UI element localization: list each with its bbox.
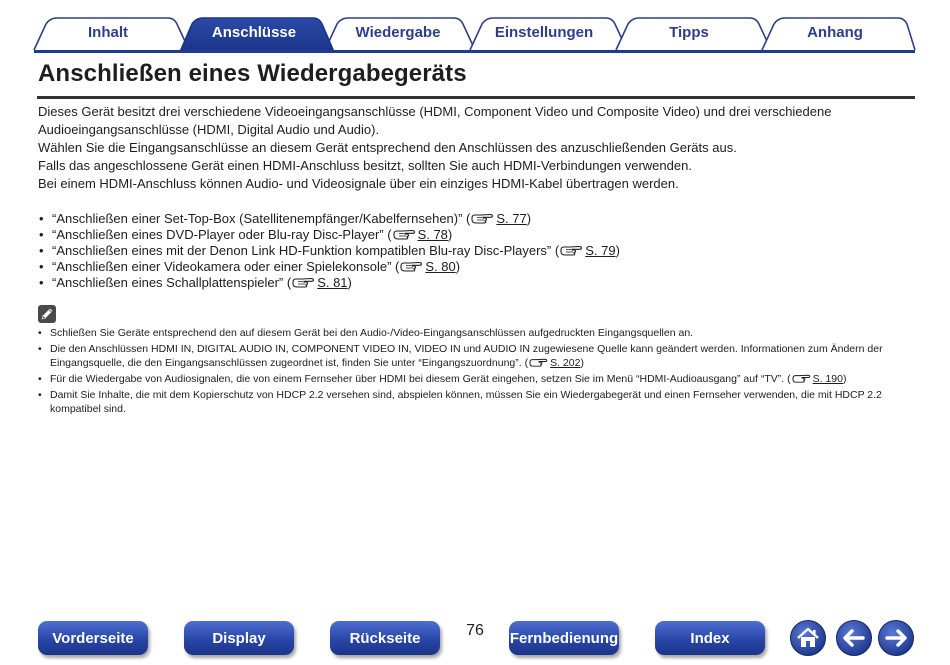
intro-paragraph: Bei einem HDMI-Anschluss können Audio- und Videosignale über ein einziges HDMI-Kabel übertragen werden. [38, 176, 679, 191]
bullet: • [38, 343, 42, 355]
bullet: • [39, 243, 44, 258]
bullet: • [39, 275, 44, 290]
intro-paragraph: Falls das angeschlossene Gerät einen HDMI-Anschluss besitzt, sollten Sie auch HDMI-Verbindungen verwenden. [38, 158, 692, 173]
link-close: ) [615, 243, 620, 258]
pointing-hand-icon [393, 229, 417, 240]
page-reference-link[interactable] [528, 357, 580, 369]
vorderseite-button[interactable]: Vorderseite [38, 621, 148, 655]
page-title: Anschließen eines Wiedergabegeräts [38, 60, 467, 87]
pointing-hand-icon [292, 277, 316, 288]
link-close: ) [347, 275, 352, 290]
page-number-link[interactable]: S. 81 [317, 275, 348, 290]
tab-einstellungen[interactable]: Einstellungen [494, 24, 594, 41]
link-text: “Anschließen einer Set-Top-Box (Satellitenempfänger/Kabelfernsehen)” ( [52, 211, 471, 226]
bullet: • [38, 327, 42, 339]
page-reference-link[interactable] [791, 373, 843, 385]
tab-baseline [34, 50, 915, 53]
note-item [38, 326, 908, 340]
page-reference-link[interactable] [559, 243, 615, 258]
note-item [38, 388, 908, 416]
page-reference-link[interactable] [399, 259, 455, 274]
list-item [38, 243, 898, 259]
pointing-hand-icon [529, 358, 549, 367]
link-text: “Anschließen einer Videokamera oder einer Spielekonsole” ( [52, 259, 400, 274]
note-text: Die den Anschlüssen HDMI IN, DIGITAL AUDIO IN, COMPONENT VIDEO IN, VIDEO IN und AUDIO IN zugewiesene Quelle kann geändert werden. Informationen zum Ändern der Eingangsquelle, die den Eingangsanschlüssen zugeordnet ist, finden Sie unter “Eingangszuordnung”. ( [50, 343, 883, 369]
pointing-hand-icon [560, 245, 584, 256]
page-reference-link[interactable] [291, 275, 347, 290]
intro-text [38, 103, 898, 193]
link-close: ) [526, 211, 532, 226]
link-text: “Anschließen eines Schallplattenspieler” ( [52, 275, 292, 290]
pencil-icon [38, 305, 56, 323]
page-number-link[interactable]: S. 78 [417, 227, 448, 242]
page-number-link[interactable]: S. 190 [812, 373, 843, 385]
link-text: “Anschließen eines DVD-Player oder Blu-ray Disc-Player” ( [52, 227, 392, 242]
tab-tipps[interactable]: Tipps [669, 24, 709, 41]
note-list [38, 326, 908, 418]
tab-inhalt[interactable]: Inhalt [88, 24, 128, 41]
fernbedienung-button[interactable]: Fernbedienung [509, 621, 619, 655]
page-reference-link[interactable] [470, 211, 526, 226]
page-number: 76 [466, 622, 484, 639]
rueckseite-button[interactable]: Rückseite [330, 621, 440, 655]
tab-anschluesse[interactable]: Anschlüsse [211, 24, 297, 41]
pencil-icon-glyph [38, 305, 56, 323]
page-number-link[interactable]: S. 79 [585, 243, 616, 258]
list-item [38, 275, 898, 291]
page-reference-link[interactable] [392, 227, 448, 242]
intro-paragraph: Dieses Gerät besitzt drei verschiedene Videoeingangsanschlüsse (HDMI, Component Video und Composite Video) und drei verschiedene Audioeingangsanschlüsse (HDMI, Digital Audio und Audio). [38, 104, 832, 137]
list-item [38, 211, 898, 227]
list-item [38, 227, 898, 243]
page-number-link[interactable]: S. 80 [425, 259, 456, 274]
note-text: Für die Wiedergabe von Audiosignalen, die von einem Fernseher über HDMI bei diesem Gerät eingehen, setzen Sie im Menü “HDMI-Audioausgang” auf “TV”. ( [50, 373, 791, 385]
arrow-left-icon[interactable] [835, 619, 873, 657]
link-close: ) [447, 227, 453, 242]
link-close: ) [455, 259, 461, 274]
home-icon[interactable] [789, 619, 827, 657]
link-text: “Anschließen eines mit der Denon Link HD-Funktion kompatiblen Blu-ray Disc-Players” ( [52, 243, 560, 258]
tab-wiedergabe[interactable]: Wiedergabe [355, 24, 441, 41]
bullet: • [38, 373, 42, 385]
note-close: ) [842, 373, 847, 385]
pointing-hand-icon [400, 261, 424, 272]
index-button[interactable]: Index [655, 621, 765, 655]
list-item [38, 259, 898, 275]
display-button[interactable]: Display [184, 621, 294, 655]
pointing-hand-icon [792, 374, 812, 383]
note-item [38, 372, 908, 386]
note-text: Damit Sie Inhalte, die mit dem Kopierschutz von HDCP 2.2 versehen sind, abspielen können, müssen Sie ein Wiedergabegerät und einen Fernseher verwenden, die mit HDCP 2.2 kompatibel sind. [50, 389, 882, 415]
tab-anhang[interactable]: Anhang [807, 24, 863, 41]
tab-bar [0, 0, 950, 56]
bullet: • [38, 389, 42, 401]
note-item [38, 342, 908, 370]
bullet: • [39, 259, 44, 274]
bullet: • [39, 211, 44, 226]
arrow-right-icon[interactable] [877, 619, 915, 657]
intro-paragraph: Wählen Sie die Eingangsanschlüsse an diesem Gerät entsprechend den Anschlüssen des anzuschließenden Geräts aus. [38, 140, 737, 155]
pointing-hand-icon [471, 213, 495, 224]
bullet: • [39, 227, 44, 242]
note-close: ) [580, 357, 584, 369]
connection-link-list [38, 211, 898, 291]
page-number-link[interactable]: S. 77 [496, 211, 527, 226]
title-divider [37, 96, 915, 99]
page-number-link[interactable]: S. 202 [550, 357, 581, 369]
note-text: Schließen Sie Geräte entsprechend den auf diesem Gerät bei den Audio-/Video-Eingangsanschlüssen aufgedruckten Eingangsquellen an. [50, 327, 694, 339]
